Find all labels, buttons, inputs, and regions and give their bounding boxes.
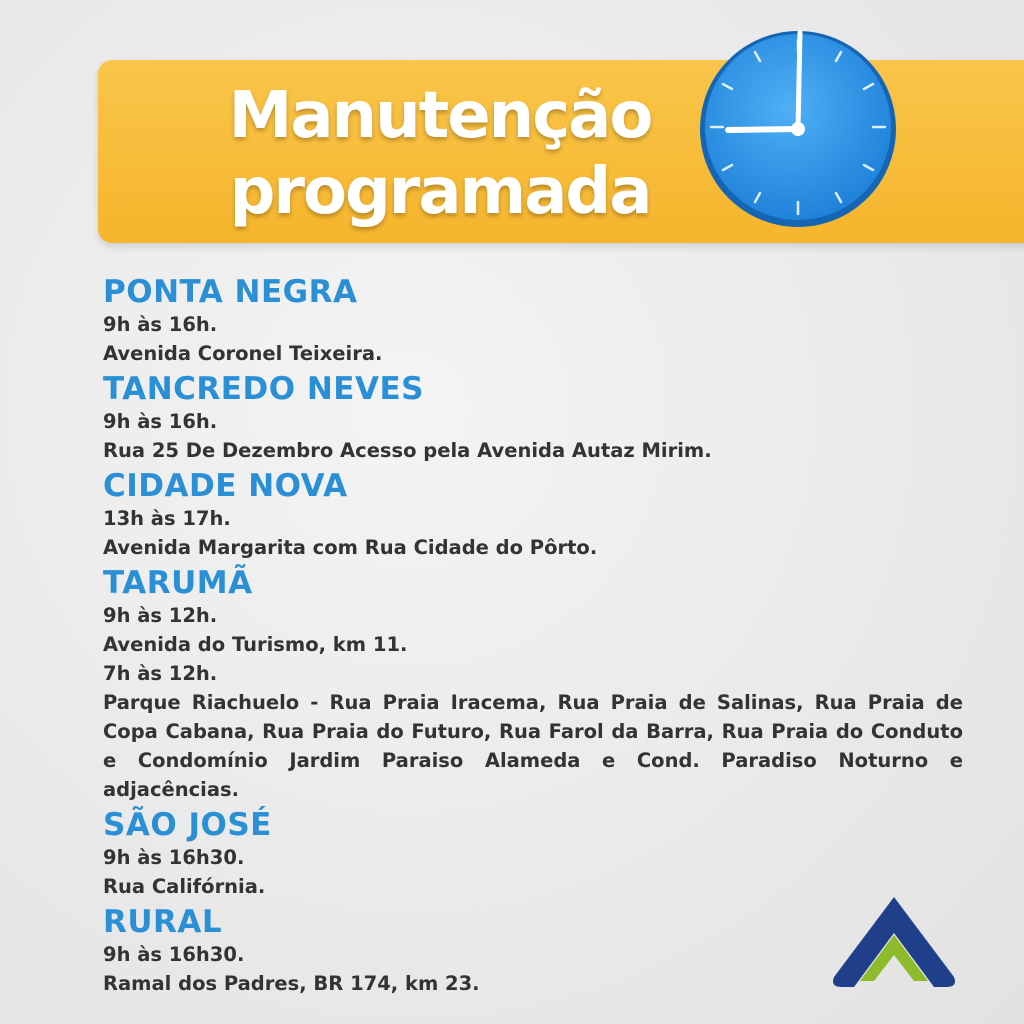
- area-time: 13h às 17h.: [103, 507, 231, 530]
- area-time: 9h às 16h30.: [103, 846, 245, 869]
- area-heading: TANCREDO NEVES: [103, 371, 424, 407]
- area-location: Rua 25 De Dezembro Acesso pela Avenida Autaz Mirim.: [103, 439, 712, 462]
- area-sao-jose: [103, 807, 963, 901]
- area-cidade-nova: [103, 468, 963, 562]
- area-time: 9h às 12h.: [103, 604, 218, 627]
- title-line-1: Manutenção: [228, 79, 652, 153]
- area-location: Avenida do Turismo, km 11.: [103, 633, 408, 656]
- area-heading: PONTA NEGRA: [103, 274, 358, 310]
- title-line-2: programada: [229, 155, 651, 229]
- area-time: 9h às 16h30.: [103, 943, 245, 966]
- area-time: 9h às 16h.: [103, 410, 218, 433]
- area-tancredo-neves: [103, 371, 963, 465]
- page-title: [205, 78, 675, 230]
- area-ponta-negra: [103, 274, 963, 368]
- area-time: 9h às 16h.: [103, 313, 218, 336]
- area-heading: TARUMÃ: [103, 565, 253, 601]
- area-time: 7h às 12h.: [103, 662, 218, 685]
- area-taruma: [103, 565, 963, 804]
- area-location: Avenida Margarita com Rua Cidade do Pôrto.: [103, 536, 598, 559]
- schedule-list: [103, 274, 963, 998]
- area-heading: SÃO JOSÉ: [103, 807, 272, 843]
- area-heading: CIDADE NOVA: [103, 468, 348, 504]
- area-heading: RURAL: [103, 904, 223, 940]
- area-location: Avenida Coronel Teixeira.: [103, 342, 383, 365]
- area-location: Ramal dos Padres, BR 174, km 23.: [103, 972, 480, 995]
- area-location-details: Parque Riachuelo - Rua Praia Iracema, Rua Praia de Salinas, Rua Praia de Copa Cabana, Rua Praia do Futuro, Rua Farol da Barra, Rua Praia do Conduto e Condomínio Jardim Paraiso Alameda e Cond. Paradiso Noturno e adjacências.: [103, 691, 963, 801]
- area-location: Rua Califórnia.: [103, 875, 266, 898]
- clock-icon: [700, 26, 896, 232]
- logo-icon: [830, 893, 958, 991]
